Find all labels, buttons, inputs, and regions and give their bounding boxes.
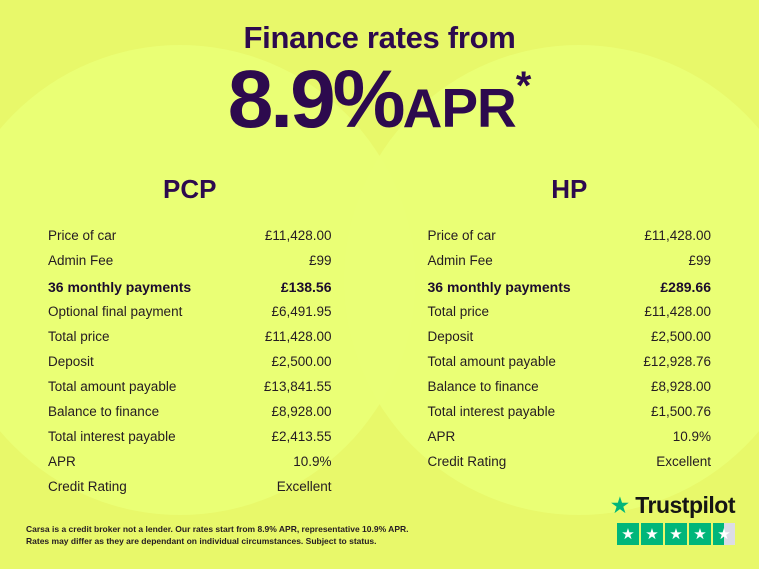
table-row bbox=[428, 350, 712, 375]
table-row bbox=[48, 425, 332, 450]
table-row bbox=[428, 300, 712, 325]
row-label: Total amount payable bbox=[48, 379, 177, 395]
table-row bbox=[48, 223, 332, 248]
row-label: APR bbox=[48, 454, 76, 470]
table-row-highlight bbox=[48, 273, 332, 300]
table-row bbox=[48, 325, 332, 350]
table-row bbox=[428, 223, 712, 248]
row-value: £11,428.00 bbox=[264, 329, 332, 345]
table-row bbox=[48, 450, 332, 475]
table-row bbox=[428, 248, 712, 273]
row-value: £1,500.76 bbox=[650, 404, 711, 420]
rating-star-2: ★ bbox=[641, 523, 663, 545]
hp-rows bbox=[380, 223, 759, 475]
row-label: Total interest payable bbox=[48, 429, 176, 445]
row-label: Price of car bbox=[427, 227, 496, 243]
trustpilot-name: Trustpilot bbox=[635, 492, 735, 518]
table-row bbox=[428, 400, 712, 425]
disclaimer-line-2: Rates may differ as they are dependant on individual circumstances. Subject to status. bbox=[26, 536, 377, 546]
row-label: Total price bbox=[48, 329, 110, 345]
row-value: Excellent bbox=[276, 479, 332, 495]
disclaimer bbox=[26, 523, 409, 547]
row-label: Price of car bbox=[48, 227, 117, 243]
rating-star-5: ★ bbox=[713, 523, 735, 545]
row-value: £2,500.00 bbox=[271, 354, 332, 370]
rating-star-3: ★ bbox=[665, 523, 687, 545]
page-title: Finance rates from bbox=[243, 20, 516, 55]
column-title-hp: HP bbox=[551, 174, 588, 205]
row-label: Credit Rating bbox=[48, 479, 127, 495]
pcp-rows bbox=[0, 223, 380, 500]
row-label: Deposit bbox=[427, 329, 474, 345]
table-row bbox=[428, 425, 712, 450]
table-row bbox=[428, 450, 712, 475]
row-label: Total interest payable bbox=[427, 404, 556, 420]
row-label: Admin Fee bbox=[427, 252, 493, 268]
table-row bbox=[48, 375, 332, 400]
table-row bbox=[48, 248, 332, 273]
trustpilot-widget[interactable] bbox=[610, 492, 735, 545]
table-row bbox=[48, 475, 332, 500]
row-label: Optional final payment bbox=[48, 304, 183, 320]
table-row bbox=[48, 350, 332, 375]
row-value: £138.56 bbox=[280, 279, 332, 296]
finance-comparison bbox=[0, 174, 759, 500]
row-label: Balance to finance bbox=[48, 404, 160, 420]
row-value: 10.9% bbox=[293, 454, 332, 470]
rate-unit: APR bbox=[402, 76, 516, 139]
row-label: Deposit bbox=[48, 354, 94, 370]
row-value: £99 bbox=[308, 252, 332, 268]
row-value: £11,428.00 bbox=[644, 304, 711, 320]
rate-number: 8.9% bbox=[227, 53, 403, 145]
rating-star-4: ★ bbox=[689, 523, 711, 545]
table-row bbox=[48, 400, 332, 425]
rate-asterisk: * bbox=[515, 63, 532, 108]
finance-column-pcp bbox=[0, 174, 380, 500]
rate-display bbox=[0, 53, 759, 145]
row-label: 36 monthly payments bbox=[427, 279, 571, 296]
row-value: £11,428.00 bbox=[644, 227, 711, 243]
table-row bbox=[428, 375, 712, 400]
row-label: Balance to finance bbox=[427, 379, 539, 395]
row-label: Total price bbox=[427, 304, 490, 320]
row-value: £2,413.55 bbox=[271, 429, 332, 445]
trustpilot-star-icon: ★ bbox=[609, 492, 631, 518]
trustpilot-rating bbox=[610, 523, 735, 545]
table-row-highlight bbox=[428, 273, 712, 300]
finance-column-hp bbox=[380, 174, 759, 500]
table-row bbox=[48, 300, 332, 325]
row-value: £13,841.55 bbox=[263, 379, 332, 395]
row-label: Credit Rating bbox=[427, 454, 507, 470]
rating-star-1: ★ bbox=[617, 523, 639, 545]
row-value: £2,500.00 bbox=[650, 329, 711, 345]
disclaimer-line-1: Carsa is a credit broker not a lender. Our rates start from 8.9% APR, representative 10.9% APR. bbox=[26, 524, 409, 534]
row-value: £8,928.00 bbox=[650, 379, 711, 395]
row-value: Excellent bbox=[656, 454, 711, 470]
row-value: £6,491.95 bbox=[271, 304, 332, 320]
row-value: £99 bbox=[688, 252, 711, 268]
row-label: APR bbox=[427, 429, 456, 445]
table-row bbox=[428, 325, 712, 350]
row-value: £11,428.00 bbox=[264, 227, 332, 243]
row-value: 10.9% bbox=[672, 429, 711, 445]
row-value: £289.66 bbox=[660, 279, 711, 296]
row-label: Admin Fee bbox=[48, 252, 114, 268]
row-label: 36 monthly payments bbox=[48, 279, 192, 296]
row-value: £12,928.76 bbox=[643, 354, 711, 370]
column-title-pcp: PCP bbox=[163, 174, 217, 205]
row-label: Total amount payable bbox=[427, 354, 556, 370]
trustpilot-logo bbox=[610, 492, 735, 519]
row-value: £8,928.00 bbox=[271, 404, 332, 420]
